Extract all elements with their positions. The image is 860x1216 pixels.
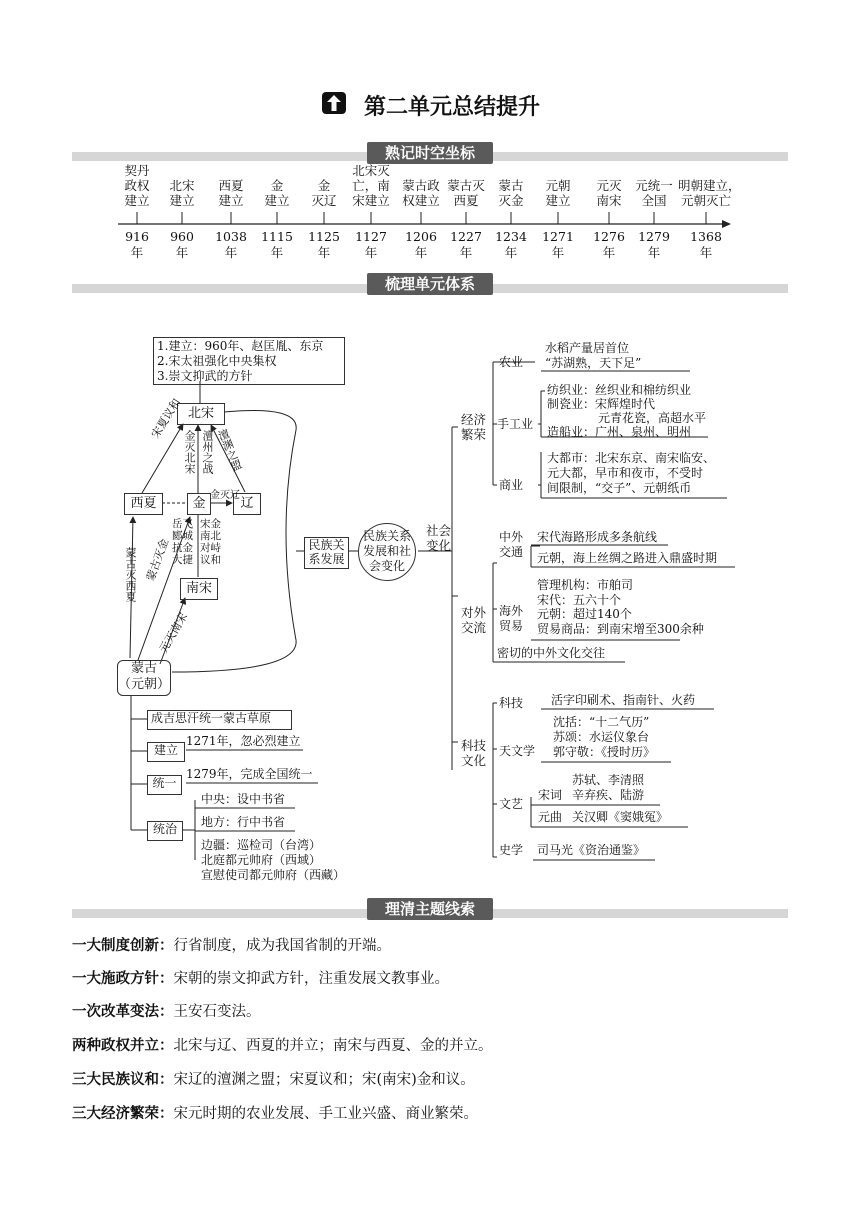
timeline-event-label: 蒙古政 权建立 — [402, 178, 440, 208]
label-duiwai: 对外 交流 — [461, 605, 487, 635]
timeline-year: 916 年 — [125, 229, 149, 260]
hw-line-1: 管理机构：市舶司 — [537, 578, 634, 592]
sg-line-3: 元青花瓷，高超水平 — [598, 411, 707, 425]
timeline-event-label: 元统一 全国 — [635, 178, 673, 208]
node-jin: 金 — [187, 493, 211, 515]
label-keji: 科技 — [499, 696, 524, 710]
theme-item: 一次改革变法：王安石变法。 — [72, 1004, 261, 1020]
hw-line-3: 元朝：超过140个 — [537, 607, 632, 621]
label-jingji: 经济 繁荣 — [461, 412, 487, 442]
label-chanyuan: 澶渊之盟 — [215, 427, 244, 473]
section-timeline-heading: 熟记时空坐标 — [367, 142, 493, 164]
label-social-change: 社会 变化 — [426, 523, 452, 553]
timeline-year: 960 年 — [170, 229, 194, 260]
label-haiwai: 海外 贸易 — [499, 604, 524, 633]
label-keji-wenhua: 科技 文化 — [461, 738, 487, 768]
timeline-event-label: 蒙古 灭金 — [498, 178, 524, 208]
label-shougongye: 手工业 — [497, 417, 534, 431]
label-song-xia: 宋夏议和 — [148, 396, 184, 441]
timeline-event-label: 金 灭辽 — [311, 178, 337, 208]
zw-line-2: 元朝，海上丝绸之路进入鼎盛时期 — [537, 551, 718, 565]
timeline-event-label: 元灭 南宋 — [596, 178, 622, 208]
tw-line-3: 郭守敬：《授时历》 — [553, 745, 656, 759]
node-minzu: 民族关 系发展 — [304, 537, 349, 569]
yq-item: 关汉卿《窦娥冤》 — [572, 810, 669, 824]
timeline-event-label: 蒙古灭 西夏 — [447, 178, 485, 208]
section-system-heading: 梳理单元体系 — [367, 273, 493, 295]
timeline-event-label: 契丹 政权 建立 — [124, 163, 150, 208]
timeline-year: 1115 年 — [261, 229, 293, 260]
label-songci: 宋词 — [538, 788, 563, 802]
label-yuefei: 岳飞郾城抗金大捷 — [172, 518, 193, 566]
nongye-line-2: “苏湖熟，天下足” — [545, 356, 642, 370]
label-chanzhou: 澶州之战 — [201, 430, 214, 474]
label-yuanqu: 元曲 — [538, 810, 563, 824]
sc-line-2: 辛弃疾、陆游 — [572, 788, 645, 802]
sy-line-2: 元大都，早市和夜市，不受时 — [547, 466, 704, 480]
timeline-event-label: 金 建立 — [264, 178, 290, 208]
label-wenyi: 文艺 — [499, 797, 524, 811]
beisong-info-box: 1.建立：960年、赵匡胤、东京 2.宋太祖强化中央集权 3.崇文抑武的方针 — [153, 337, 345, 385]
section-themes-heading: 理清主题线索 — [367, 898, 493, 920]
theme-item: 一大制度创新：行省制度，成为我国省制的开端。 — [72, 938, 391, 954]
timeline-event-label: 明朝建立， 元朝灭亡 — [678, 178, 741, 208]
theme-item: 三大民族议和：宋辽的澶渊之盟；宋夏议和；宋(南宋)金和议。 — [72, 1072, 475, 1088]
tw-line-2: 苏颂：水运仪象台 — [553, 730, 650, 744]
label-jin-beisong: 金灭北宋 — [183, 430, 196, 474]
timeline-event-label: 元朝 建立 — [545, 178, 571, 208]
zw-line-1: 宋代海路形成多条航线 — [537, 530, 658, 544]
label-jin-liao: 金灭辽 — [210, 490, 240, 501]
timeline-year: 1279 年 — [638, 229, 670, 260]
timeline-year: 1271 年 — [542, 229, 574, 260]
timeline-year: 1276 年 — [593, 229, 625, 260]
mg-difang: 地方：行中书省 — [201, 815, 286, 829]
theme-item: 三大经济繁荣：宋元时期的农业发展、手工业兴盛、商业繁荣。 — [72, 1106, 478, 1122]
timeline-year: 1125 年 — [308, 229, 340, 260]
timeline-year: 1206 年 — [405, 229, 437, 260]
timeline-year: 1368 年 — [690, 229, 722, 260]
node-beisong: 北宋 — [177, 403, 225, 425]
tw-line-1: 沈括：“十二气历” — [553, 715, 650, 729]
node-menggu: 蒙古 （元朝） — [117, 660, 171, 696]
sy-line-3: 间限制，“交子”、元朝纸币 — [547, 481, 692, 495]
timeline-year: 1227 年 — [450, 229, 482, 260]
label-zhongwai: 中外 交通 — [499, 530, 524, 559]
node-xixia: 西夏 — [124, 493, 163, 515]
mg-item-chengjisihan: 成吉思汗统一蒙古草原 — [147, 710, 292, 730]
mg-zhongyang: 中央：设中书省 — [201, 792, 286, 806]
hw-line-4: 贸易商品：到南宋增至300余种 — [537, 622, 704, 636]
node-liao: 辽 — [233, 493, 261, 515]
label-yuan-nansong: 元灭南宋 — [156, 610, 191, 655]
label-menggu-xixia: 蒙古灭西夏 — [124, 547, 137, 602]
timeline-year: 1038 年 — [215, 229, 247, 260]
mg-item-tongzhi: 统治 — [147, 821, 183, 841]
hw-line-2: 宋代：五六十个 — [537, 593, 622, 607]
timeline-event-label: 北宋灭 亡，南 宋建立 — [352, 163, 390, 208]
node-center: 民族关系 发展和社 会变化 — [358, 523, 416, 581]
label-nongye: 农业 — [499, 355, 524, 369]
label-tianwen: 天文学 — [499, 744, 536, 758]
sx-item: 司马光《资治通鉴》 — [537, 843, 646, 857]
mg-bianjiang: 边疆：巡检司（台湾） 北庭都元帅府（西域） 宣慰使司都元帅府（西藏） — [201, 838, 346, 882]
page-title: 第二单元总结提升 — [364, 95, 541, 120]
timeline-year: 1127 年 — [355, 229, 387, 260]
mg-tongyi-text: 1279年，完成全国统一 — [186, 767, 313, 781]
mg-item-tongyi: 统一 — [147, 775, 182, 795]
mg-item-jianli: 建立 — [147, 742, 185, 762]
nongye-line-1: 水稻产量居首位 — [545, 341, 630, 355]
mg-jianli-text: 1271年，忽必烈建立 — [186, 734, 301, 748]
sg-line-2: 制瓷业：宋辉煌时代 — [547, 397, 656, 411]
label-shixue: 史学 — [499, 843, 524, 857]
sy-line-1: 大都市：北宋东京、南宋临安、 — [547, 451, 716, 465]
timeline-year: 1234 年 — [495, 229, 527, 260]
sg-line-1: 纺织业：丝织业和棉纺织业 — [547, 383, 692, 397]
timeline-event-label: 西夏 建立 — [218, 178, 244, 208]
theme-item: 两种政权并立：北宋与辽、西夏的并立；南宋与西夏、金的并立。 — [72, 1038, 493, 1054]
sc-line-1: 苏轼、李清照 — [572, 773, 645, 787]
timeline-event-label: 北宋 建立 — [169, 178, 195, 208]
theme-item: 一大施政方针：宋朝的崇文抑武方针，注重发展文教事业。 — [72, 971, 449, 987]
wenhua-item: 密切的中外文化交往 — [497, 646, 606, 660]
node-nansong: 南宋 — [180, 578, 218, 600]
label-menggu-jin: 蒙古灭金 — [143, 536, 172, 583]
label-shangye: 商业 — [499, 478, 524, 492]
label-song-jin: 宋金南北对峙议和 — [200, 518, 221, 566]
keji-item: 活字印刷术、指南针、火药 — [551, 693, 696, 707]
sg-line-4: 造船业：广州、泉州、明州 — [547, 425, 692, 439]
